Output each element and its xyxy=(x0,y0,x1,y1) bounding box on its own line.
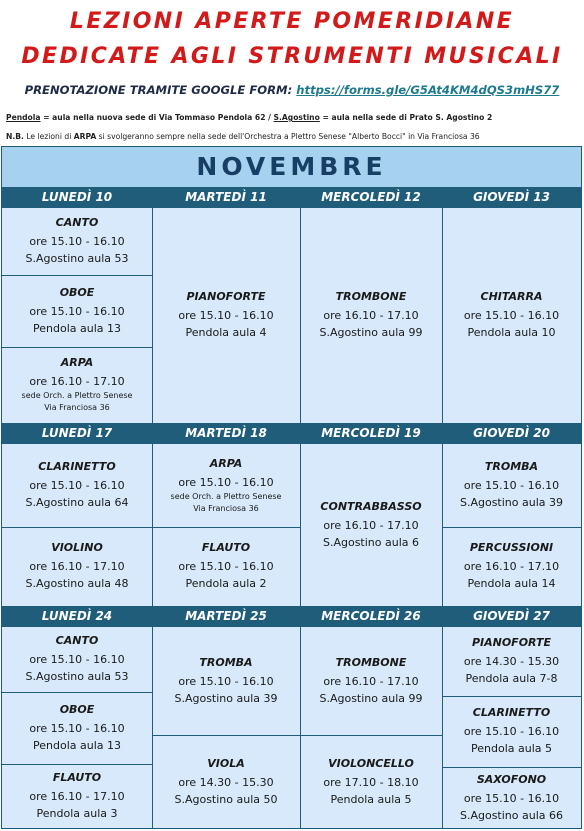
lesson-place: S.Agostino aula 99 xyxy=(319,326,423,339)
day-header: MARTEDÌ 18 xyxy=(152,423,300,444)
legend-agostino-term: S.Agostino xyxy=(273,113,320,122)
cell-divider xyxy=(300,735,442,736)
lesson-cell xyxy=(300,627,442,735)
lesson-place: S.Agostino aula 50 xyxy=(174,792,278,806)
day-header: MERCOLEDÌ 26 xyxy=(300,606,442,627)
lesson-subject: ARPA xyxy=(209,456,243,470)
lesson-cell xyxy=(300,735,442,829)
lesson-time: ore 15.10 - 16.10 xyxy=(178,309,274,322)
day-header: LUNEDÌ 17 xyxy=(2,423,152,444)
lesson-place: Pendola aula 13 xyxy=(33,738,121,752)
cell-divider xyxy=(2,347,152,348)
lesson-time: ore 16.10 - 17.10 xyxy=(29,790,125,803)
lesson-subject: CONTRABBASSO xyxy=(320,499,422,513)
lesson-subject: CHITARRA xyxy=(480,290,543,303)
lesson-cell xyxy=(2,347,152,423)
lesson-time: ore 16.10 - 17.10 xyxy=(29,375,125,388)
lesson-place: S.Agostino aula 6 xyxy=(322,535,420,549)
cell-divider xyxy=(442,527,581,528)
lesson-time: ore 16.10 - 17.10 xyxy=(323,518,419,532)
lesson-subject: VIOLONCELLO xyxy=(328,756,414,770)
lesson-subject: TROMBONE xyxy=(335,290,407,303)
lesson-time: ore 15.10 - 16.10 xyxy=(29,653,125,666)
day-header: MARTEDÌ 25 xyxy=(152,606,300,627)
lesson-cell xyxy=(442,444,581,527)
lesson-place-line-2: Via Franciosa 36 xyxy=(193,503,259,513)
lesson-place: S.Agostino aula 39 xyxy=(174,691,278,705)
lesson-cell xyxy=(442,208,581,423)
lesson-place: S.Agostino aula 66 xyxy=(459,808,564,822)
calendar-table xyxy=(1,146,582,829)
cell-divider xyxy=(2,764,152,765)
cell-divider xyxy=(2,527,152,528)
lesson-time: ore 15.10 - 16.10 xyxy=(463,479,560,492)
lesson-time: ore 17.10 - 18.10 xyxy=(323,775,419,789)
nb-text-1: Le lezioni di xyxy=(23,132,74,141)
lesson-place-line-1: sede Orch. a Plettro Senese xyxy=(170,491,282,501)
lesson-place-line-2: Via Franciosa 36 xyxy=(44,403,110,412)
lesson-subject: PERCUSSIONI xyxy=(469,541,554,554)
lesson-subject: TROMBONE xyxy=(335,655,407,669)
lesson-time: ore 16.10 - 17.10 xyxy=(323,309,419,322)
lesson-subject: OBOE xyxy=(59,285,95,299)
column-divider xyxy=(152,423,153,606)
booking-label: PRENOTAZIONE TRAMITE GOOGLE FORM: xyxy=(24,83,293,97)
lesson-time: ore 15.10 - 16.10 xyxy=(178,560,274,573)
title-line-2: DEDICATE AGLI STRUMENTI MUSICALI xyxy=(21,44,563,69)
lesson-cell xyxy=(442,527,581,606)
day-header: MERCOLEDÌ 19 xyxy=(300,423,442,444)
lesson-place: S.Agostino aula 39 xyxy=(459,496,564,509)
lesson-time: ore 16.10 - 17.10 xyxy=(323,674,419,688)
lesson-subject: VIOLINO xyxy=(51,541,103,554)
lesson-place: S.Agostino aula 64 xyxy=(25,496,129,509)
nb-text-2: si svolgeranno sempre nella sede dell'Orchestra a Plettro Senese "Alberto Bocci" in Via Franciosa 36 xyxy=(96,132,480,141)
lesson-place: Pendola aula 10 xyxy=(467,326,556,339)
lesson-subject: CANTO xyxy=(55,634,99,647)
lesson-time: ore 15.10 - 16.10 xyxy=(463,309,560,322)
cell-divider xyxy=(152,735,300,736)
lesson-time: ore 14.30 - 15.30 xyxy=(178,775,274,789)
column-divider xyxy=(300,187,301,423)
column-divider xyxy=(152,606,153,829)
lesson-subject: TROMBA xyxy=(484,460,539,473)
lesson-subject: VIOLA xyxy=(207,756,245,770)
lesson-cell xyxy=(300,444,442,606)
lesson-cell xyxy=(2,208,152,275)
cell-divider xyxy=(152,527,300,528)
lesson-place: Pendola aula 2 xyxy=(185,577,267,590)
lesson-cell xyxy=(442,696,581,767)
cell-divider xyxy=(442,767,581,768)
day-header: MERCOLEDÌ 12 xyxy=(300,187,442,208)
legend-pendola-desc: = aula nella nuova sede di Via Tommaso Pendola 62 / xyxy=(40,113,274,122)
lesson-cell xyxy=(300,208,442,423)
lesson-subject: CANTO xyxy=(55,216,99,229)
lesson-place: S.Agostino aula 53 xyxy=(25,670,129,683)
lesson-time: ore 15.10 - 16.10 xyxy=(29,721,125,735)
day-header: LUNEDÌ 10 xyxy=(2,187,152,208)
lesson-place: Pendola aula 5 xyxy=(330,792,412,806)
lesson-subject: SAXOFONO xyxy=(476,772,547,786)
lesson-time: ore 15.10 - 16.10 xyxy=(29,235,125,248)
nb-note xyxy=(6,132,581,141)
lesson-cell xyxy=(2,527,152,606)
lesson-time: ore 15.10 - 16.10 xyxy=(178,674,274,688)
lesson-subject: FLAUTO xyxy=(52,771,102,784)
legend-note xyxy=(6,113,581,122)
lesson-cell xyxy=(2,627,152,692)
lesson-cell xyxy=(152,735,300,829)
cell-divider xyxy=(442,696,581,697)
day-header: MARTEDÌ 11 xyxy=(152,187,300,208)
column-divider xyxy=(152,187,153,423)
day-header: GIOVEDÌ 13 xyxy=(442,187,581,208)
title-line-1: LEZIONI APERTE POMERIDIANE xyxy=(69,9,515,34)
legend-agostino-desc: = aula nella sede di Prato S. Agostino 2 xyxy=(319,113,493,122)
lesson-cell xyxy=(2,692,152,764)
lesson-place: Pendola aula 4 xyxy=(185,326,267,339)
lesson-place: Pendola aula 7-8 xyxy=(465,672,558,685)
lesson-cell xyxy=(152,527,300,606)
lesson-cell xyxy=(2,764,152,829)
nb-label: N.B. xyxy=(6,132,24,141)
lesson-cell xyxy=(442,627,581,696)
lesson-cell xyxy=(2,444,152,527)
cell-divider xyxy=(2,692,152,693)
lesson-time: ore 15.10 - 16.10 xyxy=(29,479,125,492)
lesson-time: ore 16.10 - 17.10 xyxy=(29,560,125,573)
column-divider xyxy=(442,187,443,423)
cell-divider xyxy=(2,275,152,276)
lesson-time: ore 16.10 - 17.10 xyxy=(463,560,560,573)
day-header: GIOVEDÌ 20 xyxy=(442,423,581,444)
lesson-time: ore 14.30 - 15.30 xyxy=(463,655,560,668)
lesson-cell xyxy=(152,444,300,527)
lesson-subject: PIANOFORTE xyxy=(471,636,552,649)
lesson-place: S.Agostino aula 53 xyxy=(25,252,129,265)
column-divider xyxy=(442,606,443,829)
lesson-place: S.Agostino aula 99 xyxy=(319,691,423,705)
lesson-subject: TROMBA xyxy=(199,655,253,669)
booking-link[interactable]: https://forms.gle/G5At4KM4dQS3mHS77 xyxy=(296,83,560,97)
lesson-cell xyxy=(152,208,300,423)
lesson-subject: CLARINETTO xyxy=(472,706,551,719)
month-header: NOVEMBRE xyxy=(2,147,581,188)
lesson-subject: ARPA xyxy=(60,356,94,369)
lesson-place: Pendola aula 14 xyxy=(467,577,556,590)
lesson-time: ore 15.10 - 16.10 xyxy=(463,725,560,738)
lesson-place: Pendola aula 5 xyxy=(471,742,552,755)
lesson-subject: FLAUTO xyxy=(201,541,251,554)
lesson-cell xyxy=(152,627,300,735)
lesson-place: Pendola aula 13 xyxy=(33,321,121,335)
nb-keyword: ARPA xyxy=(73,132,97,141)
day-header: LUNEDÌ 24 xyxy=(2,606,152,627)
lesson-place: S.Agostino aula 48 xyxy=(25,577,129,590)
column-divider xyxy=(300,423,301,606)
legend-pendola-term: Pendola xyxy=(6,113,41,122)
day-header: GIOVEDÌ 27 xyxy=(442,606,581,627)
lesson-time: ore 15.10 - 16.10 xyxy=(178,475,274,489)
column-divider xyxy=(442,423,443,606)
column-divider xyxy=(300,606,301,829)
lesson-subject: CLARINETTO xyxy=(38,460,116,473)
lesson-place-line-1: sede Orch. a Plettro Senese xyxy=(21,391,133,400)
lesson-cell xyxy=(442,767,581,829)
lesson-time: ore 15.10 - 16.10 xyxy=(463,791,560,805)
lesson-cell xyxy=(2,275,152,347)
lesson-subject: OBOE xyxy=(59,702,95,716)
booking-line xyxy=(0,83,584,97)
lesson-time: ore 15.10 - 16.10 xyxy=(29,304,125,318)
lesson-place: Pendola aula 3 xyxy=(36,807,118,820)
lesson-subject: PIANOFORTE xyxy=(186,290,266,303)
